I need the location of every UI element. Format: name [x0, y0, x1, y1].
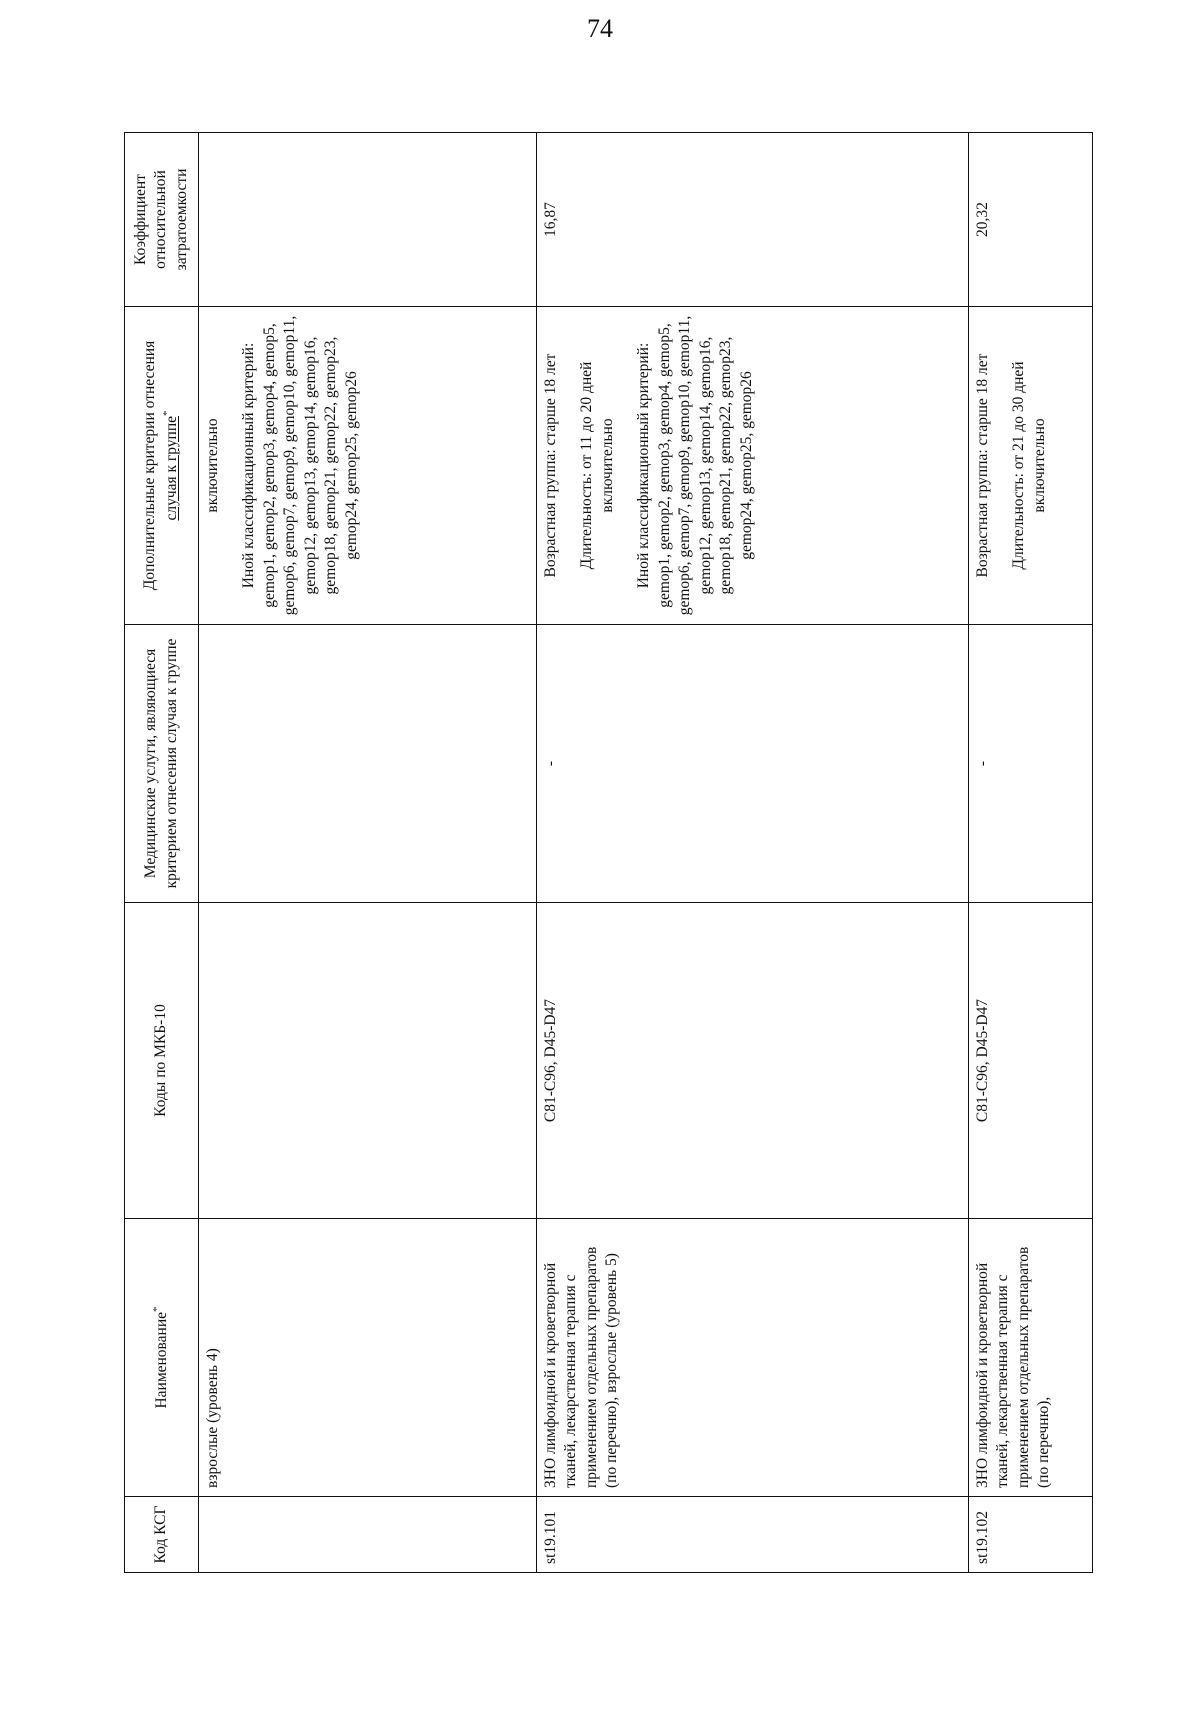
criteria-duration: Длительность: от 21 до 30 дней включительно	[1010, 361, 1048, 570]
table-header-row	[125, 133, 199, 1573]
criteria-other: Иной классификационный критерий: gemop1, gemop2, gemop3, gemop4, gemop5, gemop6, gemop7, gemop9, gemop10, gemop11, gemop12, gemop13, gemop14, gemop16, gemop18, gemop21, gemop22, gemop23, gemop24, gemop25, gemop26	[635, 315, 755, 616]
cell-name: взрослые (уровень 4)	[199, 1219, 537, 1497]
cell-criteria	[537, 307, 969, 625]
cell-code	[199, 1497, 537, 1573]
cell-criteria	[199, 307, 537, 625]
cell-services: -	[969, 625, 1093, 903]
criteria-duration: Длительность: от 11 до 20 дней включительно	[578, 361, 616, 570]
criteria-age: Возрастная группа: старше 18 лет	[974, 353, 991, 578]
cell-services	[199, 625, 537, 903]
criteria-duration-tail: включительно	[204, 418, 221, 513]
criteria-age: Возрастная группа: старше 18 лет	[542, 353, 559, 578]
cell-mkb: C81-C96, D45-D47	[537, 903, 969, 1219]
header-mkb: Коды по МКБ-10	[125, 903, 199, 1219]
criteria-other: Иной классификационный критерий: gemop1, gemop2, gemop3, gemop4, gemop5, gemop6, gemop7, gemop9, gemop10, gemop11, gemop12, gemop13, gemop14, gemop16, gemop18, gemop21, gemop22, gemop23, gemop24, gemop25, gemop26	[240, 315, 360, 616]
cell-coefficient	[199, 133, 537, 307]
cell-mkb	[199, 903, 537, 1219]
cell-coefficient: 20,32	[969, 133, 1093, 307]
cell-mkb: C81-C96, D45-D47	[969, 903, 1093, 1219]
cell-name: ЗНО лимфоидной и кроветворной тканей, лекарственная терапия с применением отдельных препаратов (по перечню), взрослые (уровень 5)	[537, 1219, 969, 1497]
cell-coefficient: 16,87	[537, 133, 969, 307]
table-row	[199, 133, 537, 1573]
header-code: Код КСГ	[125, 1497, 199, 1573]
header-services: Медицинские услуги, являющиеся критерием отнесения случая к группе	[125, 625, 199, 903]
cell-criteria	[969, 307, 1093, 625]
rotated-table-container	[124, 133, 1092, 1573]
cell-services: -	[537, 625, 969, 903]
table-row	[969, 133, 1093, 1573]
header-name: Наименование*	[125, 1219, 199, 1497]
page-number: 74	[587, 14, 613, 43]
cell-name: ЗНО лимфоидной и кроветворной тканей, лекарственная терапия с применением отдельных препаратов (по перечню),	[969, 1219, 1093, 1497]
header-criteria: Дополнительные критерии отнесения случая к группе*	[125, 307, 199, 625]
header-coefficient: Коэффициент относительной затратоемкости	[125, 133, 199, 307]
cell-code: st19.101	[537, 1497, 969, 1573]
table-row	[537, 133, 969, 1573]
ksg-table	[124, 132, 1093, 1573]
cell-code: st19.102	[969, 1497, 1093, 1573]
